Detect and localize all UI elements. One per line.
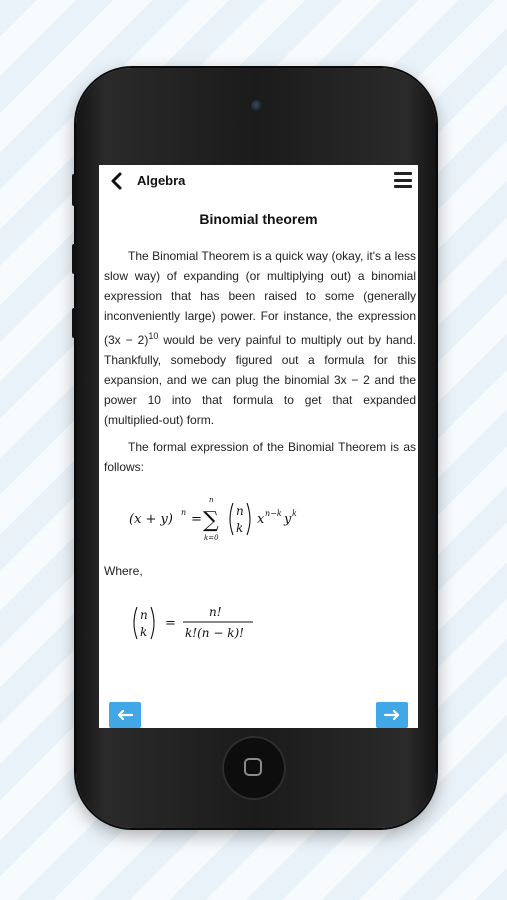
binom-left-paren [230, 503, 233, 535]
previous-page-button[interactable] [109, 702, 141, 728]
arrow-right-icon [383, 709, 401, 721]
page-title: Binomial theorem [199, 211, 318, 227]
volume-up-button [72, 244, 76, 274]
header-title: Algebra [137, 173, 186, 188]
formula-y: y [284, 512, 292, 527]
binomial-theorem-formula [129, 491, 329, 547]
where-label: Where, [104, 564, 143, 578]
front-camera [251, 100, 263, 112]
formula-equals: = [191, 512, 202, 527]
formula-lhs: (x + y) [129, 512, 173, 527]
summation-symbol: ∑ [203, 508, 219, 533]
formula-x: x [257, 512, 265, 527]
coef-top: n [140, 608, 148, 622]
binom-right-paren [247, 503, 250, 535]
formal-expression-paragraph: The formal expression of the Binomial Theorem is as follows: [104, 440, 416, 474]
app-screen [99, 165, 418, 728]
chevron-left-icon[interactable] [109, 171, 125, 191]
sum-lower-limit: k=0 [204, 534, 219, 542]
binom-top: n [236, 504, 244, 518]
phone-frame [76, 68, 436, 828]
coef-right-paren [151, 607, 154, 639]
intro-paragraph: The Binomial Theorem is a quick way (okay, it's a less slow way) of expanding (or multiplying out) a binomial expression that has been raised to some (generally inconveniently large) power. For instance, the expression $(3x - 2)^{10}$ would be very painful to multiply out by hand. Thankfully, somebody figured out a formula for this expansion, and we can plug the binomial 3x − 2 and the power 10 into that formula to get that expanded (multiplied-out) form. [104, 249, 417, 427]
app-header [99, 165, 418, 197]
fraction-denominator: k!(n − k)! [185, 626, 244, 640]
sum-upper-limit: n [209, 496, 214, 504]
formula-lhs-exponent: n [181, 508, 187, 517]
exponent: 10 [148, 331, 159, 341]
x-exponent: n−k [265, 509, 282, 518]
home-square-icon [244, 758, 262, 776]
coef-bottom: k [140, 625, 148, 639]
hamburger-menu-icon[interactable] [394, 172, 412, 188]
fraction-numerator: n! [209, 605, 222, 619]
next-page-button[interactable] [376, 702, 408, 728]
binomial-coefficient-formula [129, 595, 279, 651]
coef-left-paren [134, 607, 137, 639]
arrow-left-icon [116, 709, 134, 721]
mute-switch [72, 174, 76, 206]
y-exponent: k [292, 509, 297, 518]
volume-down-button [72, 308, 76, 338]
coef-equals: = [165, 616, 176, 631]
binom-bottom: k [236, 521, 244, 535]
home-button[interactable] [222, 736, 286, 800]
